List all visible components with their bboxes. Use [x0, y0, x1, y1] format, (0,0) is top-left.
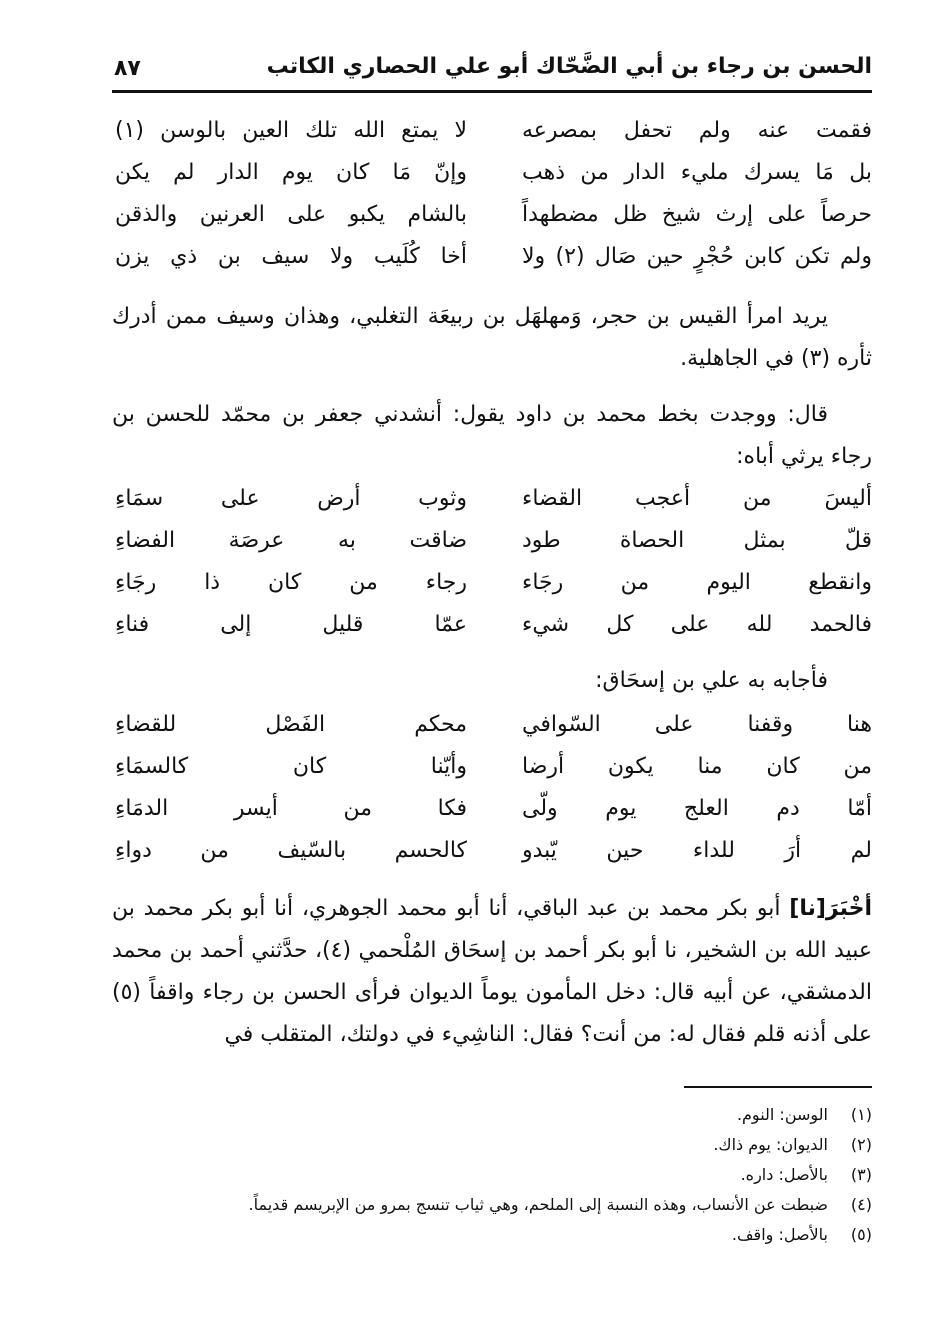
footnote-divider: [684, 1086, 872, 1088]
footnotes: [112, 1100, 872, 1250]
verse-first-hemistich: حرصاً على إرث شيخ ظل مضطهداً: [522, 202, 872, 227]
paragraph-transmission: [112, 394, 872, 478]
page-number: ٨٧: [114, 56, 141, 81]
verse-first-hemistich: أليسَ من أعجب القضاء: [522, 486, 872, 511]
footnote-number: (١): [850, 1105, 872, 1124]
verse-first-hemistich: لم أرَ للداء حين يّبدو: [522, 838, 872, 863]
footnote: [112, 1160, 872, 1190]
paragraph-text: فأجابه به علي بن إسحَاق:: [595, 668, 828, 693]
verse-line: [112, 570, 872, 612]
verse-first-hemistich: فالحمد لله على كل شيء: [522, 612, 872, 637]
narration-text: أبو بكر محمد بن عبد الباقي، أنا أبو محمد الجوهري، أنا أبو بكر محمد بن عبيد الله بن الشخير، نا أبو بكر أحمد بن إسحَاق المُلْحمي (٤)، حدَّثني أحمد بن محمد الدمشقي، عن أبيه قال: دخل المأمون يوماً الديوان فرأى الحسن بن رجاء واقفاً (٥) على أذنه قلم فقال له: من أنت؟ فقال: الناشِيء في دولتك، المتقلب في: [112, 896, 872, 1047]
poem-block-1: [112, 118, 872, 286]
verse-second-hemistich: عمّا قليل إلى فناءِ: [115, 612, 467, 637]
paragraph-text: [112, 888, 872, 1056]
running-header: [112, 46, 872, 93]
paragraph-commentary: [112, 296, 872, 380]
verse-line: [112, 528, 872, 570]
verse-second-hemistich: فكا من أيسر الدمَاءِ: [115, 796, 467, 821]
verse-first-hemistich: وانقطع اليوم من رجَاء: [522, 570, 872, 595]
paragraph-text: يريد امرأ القيس بن حجر، وَمهلهَل بن ربيعَة التغلبي، وهذان وسيف ممن أدرك ثأره (٣) في الجاهلية.: [112, 304, 872, 371]
verse-line: [112, 754, 872, 796]
verse-second-hemistich: كالحسم بالسّيف من دواءِ: [115, 838, 467, 863]
verse-second-hemistich: بالشام يكبو على العرنين والذقن: [115, 202, 467, 227]
verse-line: [112, 244, 872, 286]
verse-second-hemistich: أخا كُلَيب ولا سيف بن ذي يزن: [115, 244, 467, 269]
verse-first-hemistich: قلّ بمثل الحصاة طود: [522, 528, 872, 553]
footnote-text: الديوان: يوم ذاك.: [713, 1135, 828, 1154]
paragraph-reply-intro: [112, 660, 872, 702]
poem-block-2: [112, 486, 872, 654]
header-title: الحسن بن رجاء بن أبي الضَّحّاك أبو علي الحصاري الكاتب: [266, 54, 872, 79]
verse-line: [112, 796, 872, 838]
verse-second-hemistich: وأيّنا كان كالسمَاءِ: [115, 754, 467, 779]
verse-first-hemistich: ولم تكن كابن حُجْرٍ حين صَال (٢) ولا: [522, 244, 873, 269]
verse-second-hemistich: محكم الفَصْل للقضاءِ: [115, 712, 467, 737]
paragraph-text: قال: ووجدت بخط محمد بن داود يقول: أنشدني جعفر بن محمّد للحسن بن رجاء يرثي أباه:: [112, 402, 872, 469]
verse-first-hemistich: فقمت عنه ولم تحفل بمصرعه: [522, 118, 872, 143]
verse-first-hemistich: هنا وقفنا على السّوافي: [522, 712, 872, 737]
footnote-text: ضبطت عن الأنساب، وهذه النسبة إلى الملحم، وهي ثياب تنسج بمرو من الإبريسم قديماً.: [248, 1195, 828, 1214]
verse-second-hemistich: وإنّ مَا كان يوم الدار لم يكن: [115, 160, 467, 185]
paragraph-isnad: [112, 888, 872, 1056]
footnote: [112, 1130, 872, 1160]
verse-first-hemistich: بل مَا يسرك مليء الدار من ذهب: [522, 160, 872, 185]
verse-line: [112, 712, 872, 754]
verse-second-hemistich: لا يمتع الله تلك العين بالوسن (١): [115, 118, 467, 143]
footnote-text: الوسن: النوم.: [736, 1105, 828, 1124]
verse-line: [112, 118, 872, 160]
footnote: [112, 1190, 872, 1220]
verse-line: [112, 486, 872, 528]
footnote-number: (٥): [850, 1225, 872, 1244]
verse-second-hemistich: رجاء من كان ذا رجَاءِ: [115, 570, 467, 595]
verse-first-hemistich: من كان منا يكون أرضا: [522, 754, 872, 779]
footnote: [112, 1100, 872, 1130]
narration-marker: أخْبَرَ[نا]: [789, 896, 872, 921]
footnote-number: (٢): [850, 1135, 872, 1154]
footnote-text: بالأصل: داره.: [740, 1165, 828, 1184]
verse-line: [112, 160, 872, 202]
verse-line: [112, 612, 872, 654]
verse-first-hemistich: أمّا دم العلج يوم ولّى: [522, 796, 872, 821]
verse-line: [112, 202, 872, 244]
poem-block-3: [112, 712, 872, 880]
footnote-text: بالأصل: واقف.: [731, 1225, 828, 1244]
verse-second-hemistich: وثوب أرض على سمَاءِ: [115, 486, 467, 511]
verse-second-hemistich: ضاقت به عرصَة الفضاءِ: [115, 528, 467, 553]
verse-line: [112, 838, 872, 880]
footnote-number: (٤): [850, 1195, 872, 1214]
footnote-number: (٣): [850, 1165, 872, 1184]
footnote: [112, 1220, 872, 1250]
